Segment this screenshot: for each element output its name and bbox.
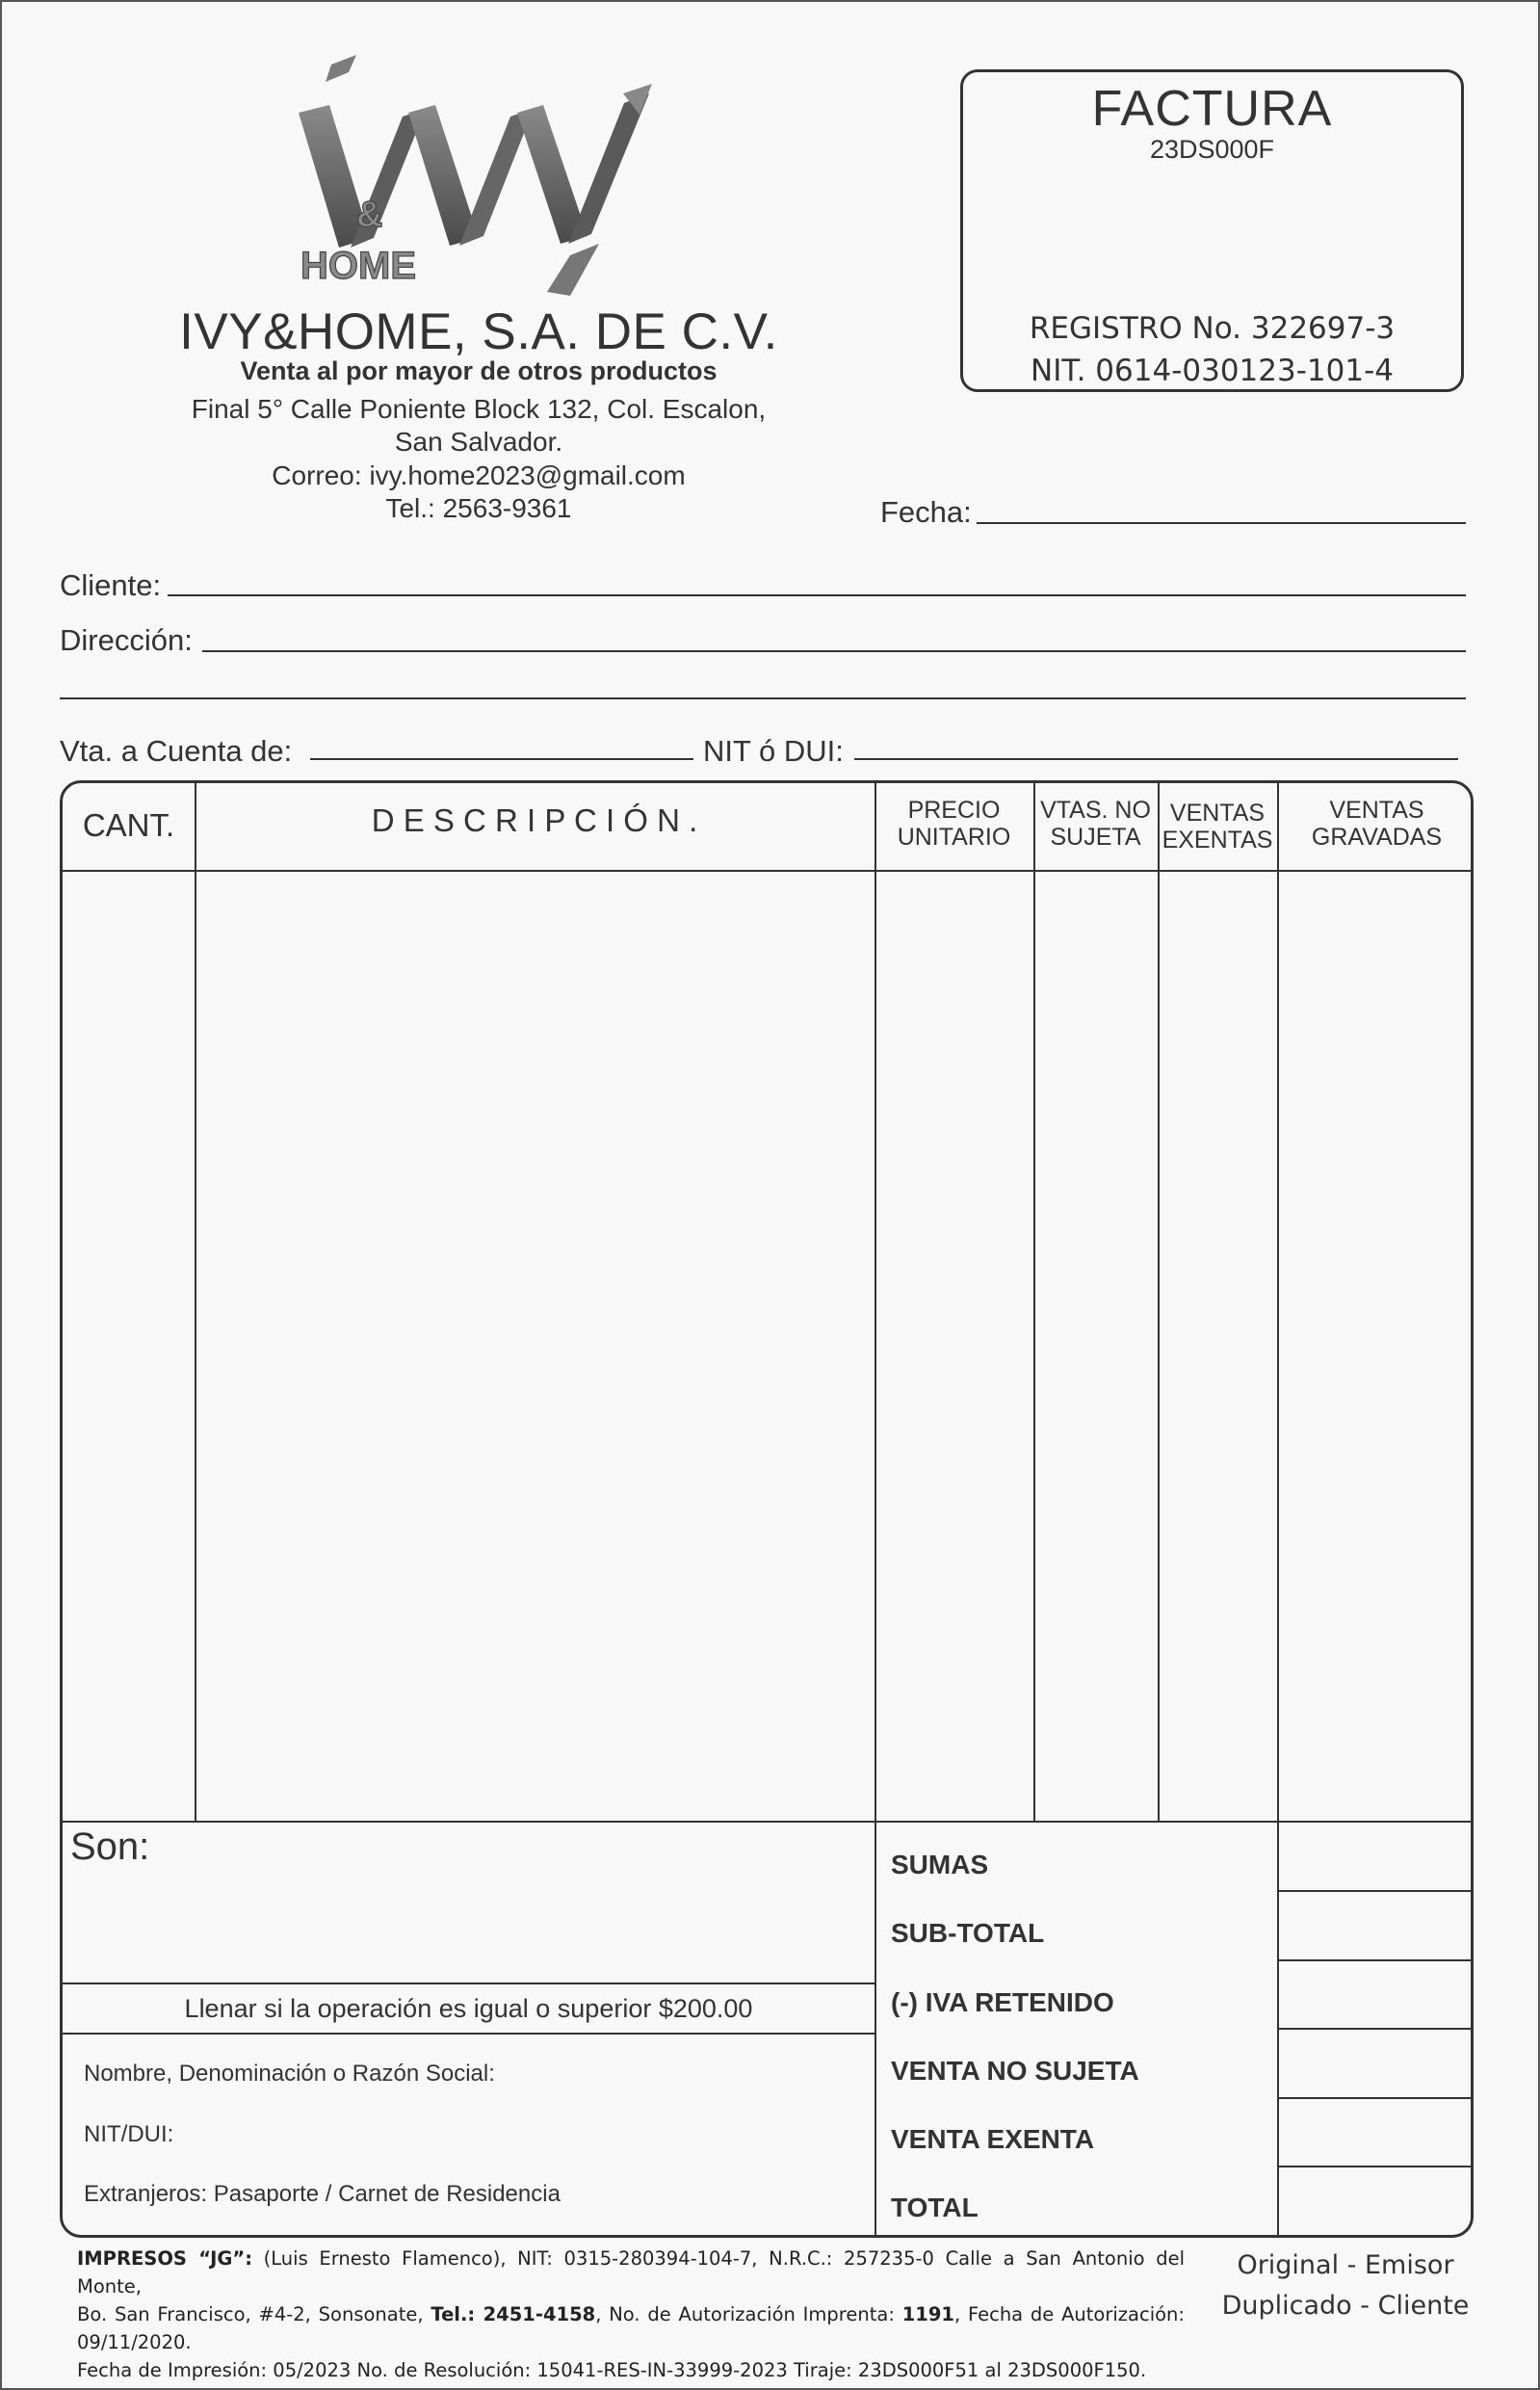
col-divider-nosujeta (1158, 783, 1160, 1821)
total-label-exenta: VENTA EXENTA (891, 2124, 1095, 2154)
nit-dui-line[interactable] (854, 758, 1458, 760)
col-precio-1: PRECIO (907, 797, 1001, 824)
registro-number: REGISTRO No. 322697-3 (1029, 311, 1396, 346)
vta-cuenta-line[interactable] (310, 758, 693, 760)
invoice-id-box (960, 69, 1464, 392)
col-divider-cant (195, 783, 196, 1821)
col-exentas-2: EXENTAS (1162, 827, 1273, 854)
company-email: Correo: ivy.home2023@gmail.com (272, 460, 686, 490)
threshold-note: Llenar si la operación es igual o superior $200.00 (184, 1994, 753, 2023)
total-row-divider (1277, 2028, 1474, 2030)
company-activity: Venta al por mayor de otros productos (240, 356, 718, 385)
col-nosujeta-1: VTAS. NO (1040, 797, 1151, 824)
col-divider-desc (874, 783, 876, 2238)
total-label-nosujeta: VENTA NO SUJETA (891, 2056, 1139, 2086)
company-phone: Tel.: 2563-9361 (385, 493, 572, 523)
vta-cuenta-label: Vta. a Cuenta de: (60, 734, 293, 768)
printer-line-1: (Luis Ernesto Flamenco), NIT: 0315-280394-104-7, N.R.C.: 257235-0 Calle a San Antonio del Monte, (77, 2247, 1185, 2298)
nitdui-label: NIT/DUI: (84, 2121, 174, 2147)
header-divider (63, 870, 1474, 872)
invoice-title: FACTURA (1091, 81, 1333, 137)
col-nosujeta-2: SUJETA (1050, 824, 1141, 851)
company-name: IVY&HOME, S.A. DE C.V. (179, 303, 778, 360)
nombre-label: Nombre, Denominación o Razón Social: (84, 2061, 495, 2087)
printer-tel: Tel.: 2451-4158 (431, 2303, 596, 2325)
copy-duplicado: Duplicado - Cliente (1221, 2291, 1470, 2321)
total-row-divider (1277, 2166, 1474, 2167)
company-address-1: Final 5° Calle Poniente Block 132, Col. Escalon, (191, 394, 767, 424)
fecha-line[interactable] (977, 522, 1466, 524)
total-label-sumas: SUMAS (891, 1850, 989, 1879)
col-descripcion: D E S C R I P C I Ó N . (371, 802, 698, 838)
items-table (60, 780, 1474, 2238)
printer-line-2b: , No. de Autorización Imprenta: (595, 2303, 902, 2325)
col-divider-precio (1033, 783, 1035, 1821)
col-gravadas-2: GRAVADAS (1311, 824, 1443, 851)
company-logo (281, 55, 705, 301)
printer-line-2c: , Fecha de Autorización: 09/11/2020. (77, 2303, 1185, 2353)
printer-line-2a: Bo. San Francisco, #4-2, Sonsonate, (77, 2303, 431, 2325)
printer-auth: 1191 (901, 2303, 954, 2325)
nit-dui-label: NIT ó DUI: (703, 734, 844, 768)
printer-line-3: Fecha de Impresión: 05/2023 No. de Resolución: 15041-RES-IN-33999-2023 Tiraje: 23DS000F51 al 23DS000F150. (77, 2359, 1147, 2381)
cliente-line[interactable] (168, 594, 1466, 596)
logo-home: HOME (300, 245, 416, 287)
son-divider (63, 1983, 874, 1984)
company-nit: NIT. 0614-030123-101-4 (1031, 354, 1394, 388)
direccion-line[interactable] (202, 650, 1466, 652)
col-gravadas-1: VENTAS (1329, 797, 1424, 824)
total-label-iva: (-) IVA RETENIDO (891, 1987, 1114, 2017)
printer-info (77, 2245, 1185, 2384)
total-row-divider (1277, 1959, 1474, 1961)
fecha-label: Fecha: (880, 495, 972, 529)
company-address-2: San Salvador. (394, 427, 563, 457)
direccion-line-2[interactable] (60, 697, 1466, 699)
logo-amp: & (356, 195, 383, 235)
son-label: Son: (70, 1825, 150, 1868)
printer-name: IMPRESOS “JG”: (77, 2247, 253, 2270)
col-precio-2: UNITARIO (897, 824, 1011, 851)
items-bottom-divider (63, 1821, 1474, 1823)
copy-original: Original - Emisor (1237, 2250, 1454, 2280)
total-row-divider (1277, 1890, 1474, 1892)
invoice-number: 23DS000F (1149, 135, 1275, 164)
col-divider-exentas (1277, 783, 1279, 2238)
total-label-subtotal: SUB-TOTAL (891, 1918, 1045, 1948)
threshold-divider (63, 2033, 874, 2035)
total-label-total: TOTAL (891, 2193, 979, 2222)
extranjeros-label: Extranjeros: Pasaporte / Carnet de Residencia (84, 2181, 561, 2207)
col-exentas-1: VENTAS (1169, 800, 1266, 827)
cliente-label: Cliente: (60, 568, 162, 602)
direccion-label: Dirección: (60, 623, 193, 657)
col-cant: CANT. (82, 807, 175, 843)
total-row-divider (1277, 2097, 1474, 2099)
